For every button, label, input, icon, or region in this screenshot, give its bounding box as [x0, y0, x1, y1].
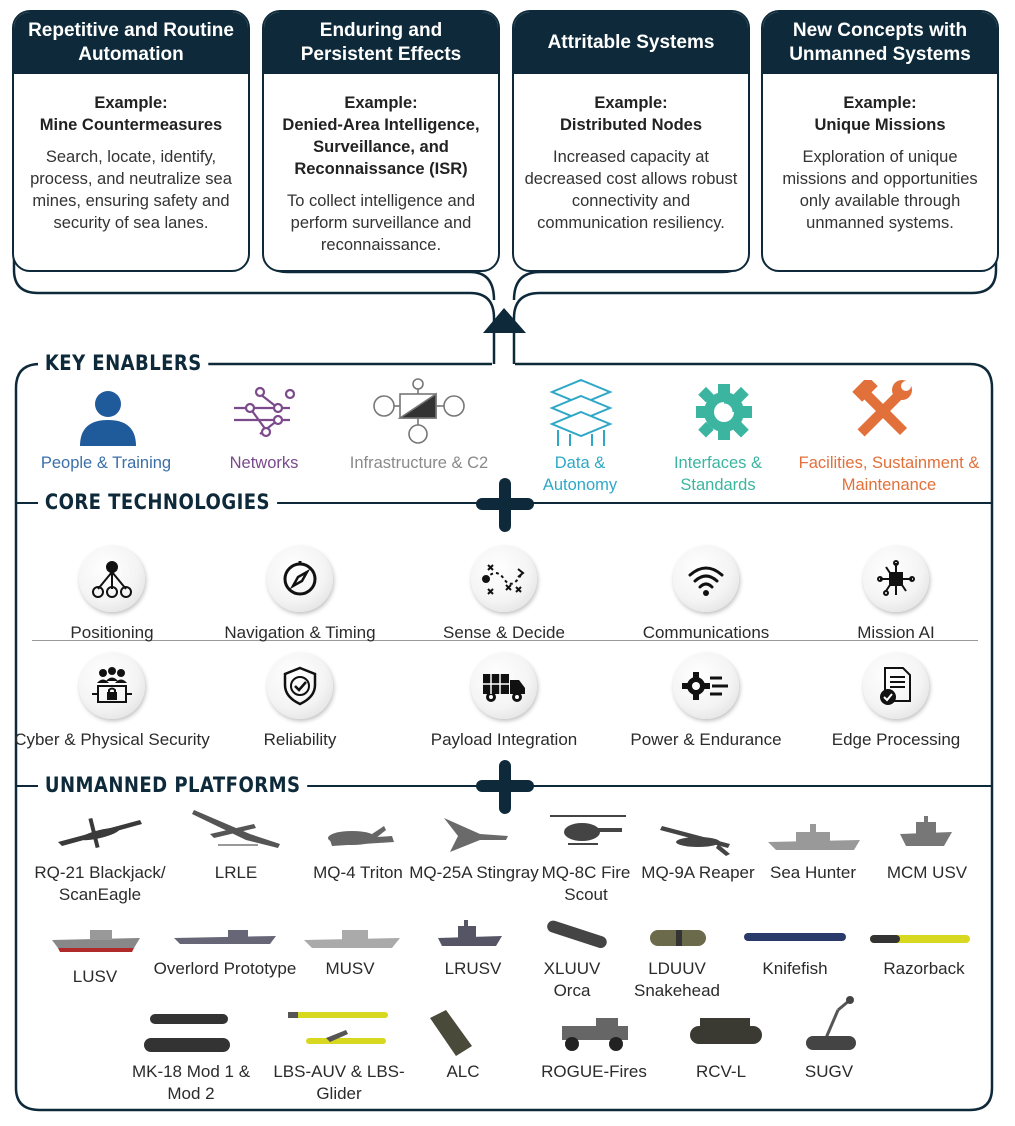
- card-attritable-systems: [512, 10, 750, 272]
- lrle-drone-image: [190, 804, 282, 856]
- tech-label: Edge Processing: [831, 730, 961, 749]
- lbs-auv-image: [286, 1008, 390, 1058]
- enabler-infrastructure-c2: Infrastructure & C2: [349, 454, 489, 472]
- example-label: Example:: [344, 94, 418, 112]
- platform-mcm-usv: MCM USV: [886, 863, 968, 882]
- mq25-stingray-image: [440, 814, 510, 854]
- musv-image: [302, 926, 402, 952]
- enabler-networks: Networks: [229, 454, 299, 472]
- platform-knifefish: Knifefish: [762, 959, 828, 978]
- enabler-facilities: Facilities, Sustainment & Maintenance: [798, 454, 980, 494]
- tech-sense-decide: [404, 546, 604, 644]
- shield-check-icon: [280, 665, 320, 707]
- platform-mk18: MK-18 Mod 1 & Mod 2: [131, 1062, 251, 1103]
- truck-icon: [481, 668, 527, 704]
- card-title: Attritable Systems: [514, 12, 748, 74]
- example-name: Distributed Nodes: [559, 116, 703, 134]
- platform-lrusv: LRUSV: [444, 959, 502, 978]
- card-title: New Concepts with Unmanned Systems: [763, 12, 997, 74]
- platform-sugv: SUGV: [804, 1062, 854, 1081]
- platform-lusv: LUSV: [72, 967, 118, 986]
- razorback-image: [868, 930, 974, 950]
- lusv-image: [50, 924, 142, 954]
- tech-label: Sense & Decide: [443, 623, 565, 642]
- power-gear-icon: [682, 668, 730, 704]
- card-description: Exploration of unique missions and opportunities only available through unmanned systems.: [782, 148, 978, 232]
- data-icon: [544, 376, 618, 448]
- card-description: Search, locate, identify, process, and neutralize sea mines, ensuring safety and security of sea lanes.: [30, 148, 232, 232]
- platform-rcv-l: RCV-L: [695, 1062, 747, 1081]
- tech-label: Positioning: [70, 623, 154, 642]
- rogue-fires-image: [556, 1014, 634, 1054]
- platform-alc: ALC: [446, 1062, 480, 1081]
- card-title: Repetitive and Routine Automation: [14, 12, 248, 74]
- infrastructure-icon: [370, 378, 468, 446]
- platform-musv: MUSV: [325, 959, 375, 978]
- tech-label: Communications: [642, 623, 770, 642]
- example-name: Denied-Area Intelligence, Surveillance, and Reconnaissance (ISR): [282, 116, 480, 178]
- example-label: Example:: [94, 94, 168, 112]
- knifefish-image: [742, 928, 848, 946]
- tech-edge-processing: [796, 653, 996, 751]
- rq21-drone-image: [56, 812, 142, 852]
- tech-reliability: [200, 653, 400, 751]
- core-technologies-title: CORE TECHNOLOGIES: [38, 490, 277, 514]
- compass-icon: [280, 559, 320, 599]
- platform-rogue-fires: ROGUE-Fires: [541, 1062, 647, 1081]
- positioning-icon: [90, 559, 134, 599]
- unmanned-platforms-title: UNMANNED PLATFORMS: [38, 773, 307, 797]
- mcm-usv-image: [898, 814, 954, 852]
- enabler-data-autonomy: Data & Autonomy: [542, 454, 618, 494]
- person-icon: [76, 388, 140, 448]
- sugv-image: [798, 994, 862, 1058]
- plus-icon: [476, 478, 534, 532]
- example-label: Example:: [843, 94, 917, 112]
- xluuv-orca-image: [544, 914, 608, 954]
- platform-sea-hunter: Sea Hunter: [770, 863, 856, 882]
- example-name: Unique Missions: [814, 116, 946, 134]
- alc-image: [426, 1008, 476, 1058]
- tech-label: Mission AI: [857, 623, 935, 642]
- mq8c-firescout-image: [548, 810, 628, 850]
- tech-payload-integration: [404, 653, 604, 751]
- tools-icon: [852, 380, 914, 440]
- card-title: Enduring and Persistent Effects: [264, 12, 498, 74]
- network-icon: [230, 384, 300, 440]
- tech-power-endurance: [606, 653, 806, 751]
- example-name: Mine Countermeasures: [39, 116, 223, 134]
- tech-cyber-physical-security: [12, 653, 212, 751]
- chip-icon: [876, 559, 916, 599]
- example-label: Example:: [594, 94, 668, 112]
- plus-icon: [476, 760, 534, 814]
- gear-icon: [694, 380, 754, 444]
- tech-label: Reliability: [263, 730, 337, 749]
- platform-lbs: LBS-AUV & LBS-Glider: [273, 1062, 405, 1103]
- up-arrow-icon: [483, 308, 526, 333]
- document-check-icon: [877, 665, 915, 707]
- rcv-l-image: [686, 1012, 766, 1052]
- card-repetitive-automation: [12, 10, 250, 272]
- tech-label: Power & Endurance: [630, 730, 782, 749]
- card-new-concepts: [761, 10, 999, 272]
- mq4-triton-image: [322, 824, 396, 854]
- platform-rq21: RQ-21 Blackjack/ ScanEagle: [34, 863, 166, 904]
- platform-overlord: Overlord Prototype: [153, 959, 297, 978]
- platform-lrle: LRLE: [214, 863, 258, 882]
- mk18-image: [140, 1010, 236, 1056]
- tech-positioning: [12, 546, 212, 644]
- tech-navigation-timing: [200, 546, 400, 644]
- platform-mq4: MQ-4 Triton: [313, 863, 403, 882]
- platform-lduuv: LDUUV Snakehead: [633, 959, 721, 1000]
- platform-razorback: Razorback: [883, 959, 965, 978]
- tech-mission-ai: [796, 546, 996, 644]
- platform-xluuv: XLUUV Orca: [543, 959, 601, 1000]
- platform-mq8c: MQ-8C Fire Scout: [541, 863, 631, 904]
- tech-label: Payload Integration: [430, 730, 578, 749]
- sense-decide-icon: [480, 559, 528, 599]
- tech-label: Cyber & Physical Security: [14, 730, 210, 749]
- sea-hunter-image: [766, 820, 862, 854]
- mq9-reaper-image: [660, 818, 732, 858]
- key-enablers-title: KEY ENABLERS: [38, 351, 209, 375]
- overlord-image: [172, 928, 278, 950]
- card-description: To collect intelligence and perform surveillance and reconnaissance.: [286, 192, 476, 254]
- security-icon: [90, 665, 134, 707]
- tech-label: Navigation & Timing: [224, 623, 376, 642]
- tech-communications: [606, 546, 806, 644]
- enabler-people-training: People & Training: [40, 454, 172, 472]
- wifi-icon: [684, 559, 728, 599]
- card-description: Increased capacity at decreased cost allows robust connectivity and communication resiliency.: [524, 148, 738, 232]
- enabler-interfaces-standards: Interfaces & Standards: [673, 454, 763, 494]
- card-enduring-effects: [262, 10, 500, 272]
- platform-mq25: MQ-25A Stingray: [409, 863, 539, 882]
- lduuv-image: [648, 922, 708, 952]
- lrusv-image: [436, 920, 504, 950]
- platform-mq9a: MQ-9A Reaper: [641, 863, 755, 882]
